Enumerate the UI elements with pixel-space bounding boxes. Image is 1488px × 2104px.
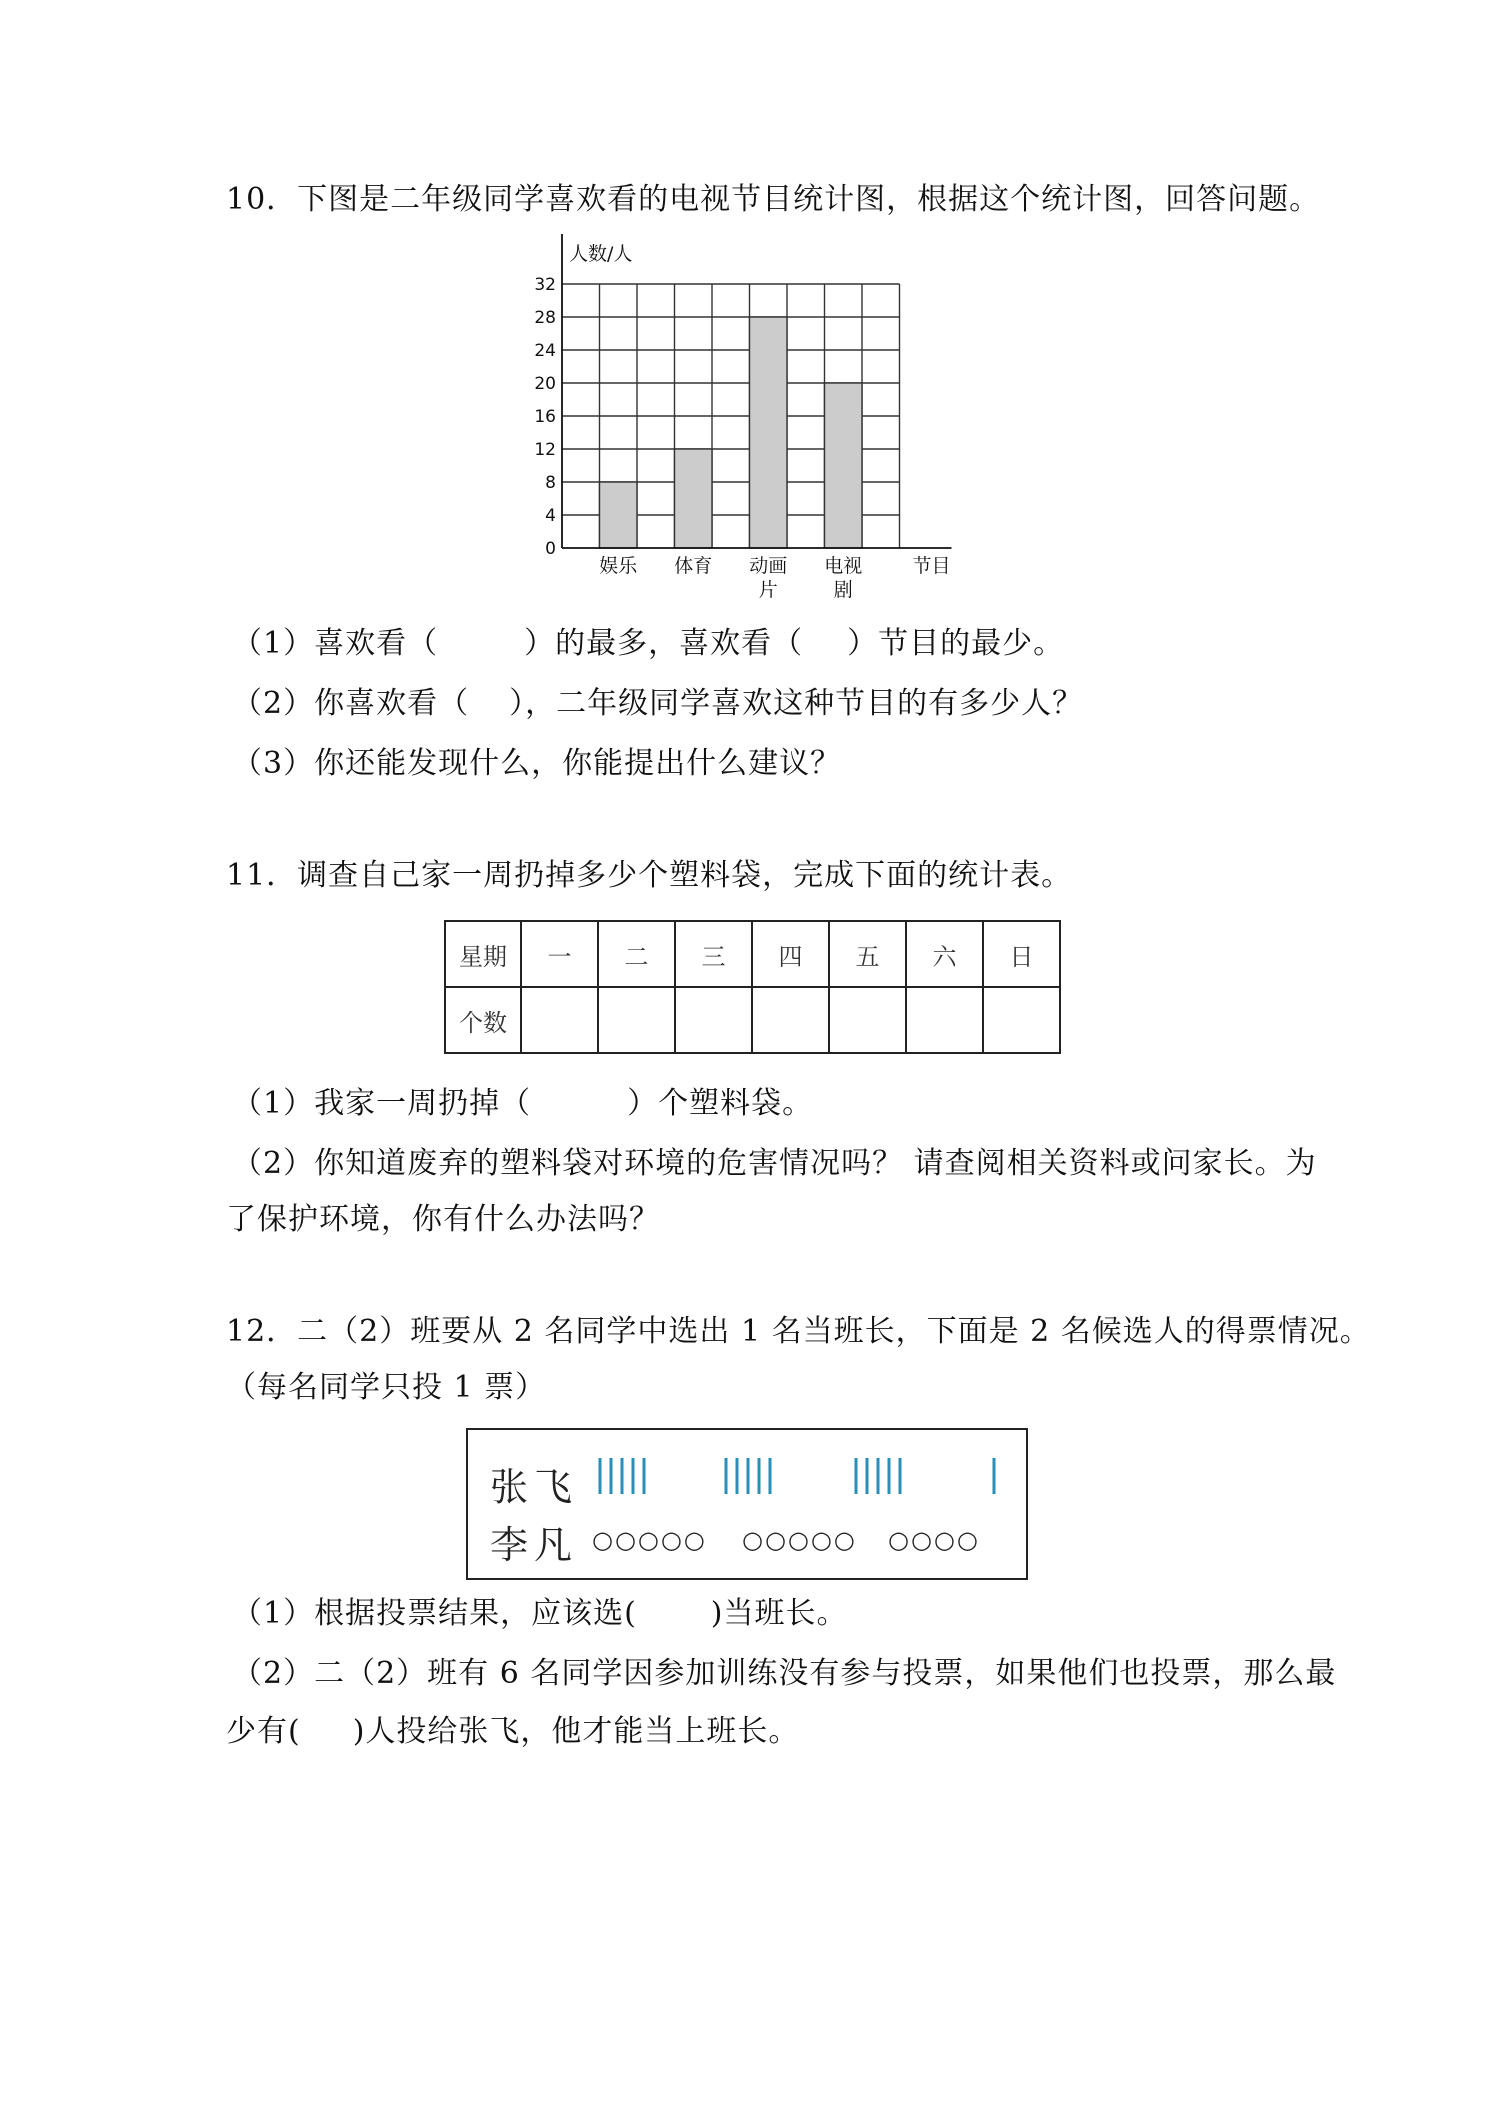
table-day-cell: 日	[983, 921, 1060, 987]
y-tick-label: 20	[534, 374, 556, 394]
q12-sub2-part-b: )人投给张飞，他才能当上班长。	[352, 1714, 800, 1749]
bar	[600, 482, 638, 548]
q11-stem: 11．调查自己家一周扔掉多少个塑料袋，完成下面的统计表。	[226, 858, 1073, 893]
q10-sub2	[232, 684, 1083, 724]
x-tick-label: 剧	[833, 579, 853, 601]
table-header-label: 星期	[445, 921, 521, 987]
x-tick-label: 体育	[674, 555, 713, 577]
x-tick-label: 片	[758, 579, 778, 601]
q12-sub1-part-b: )当班长。	[710, 1596, 848, 1631]
table-count-cell[interactable]	[752, 987, 829, 1053]
y-tick-label: 12	[534, 440, 556, 460]
y-tick-label: 32	[534, 275, 556, 295]
table-day-cell: 三	[675, 921, 752, 987]
q12-sub2-line2	[226, 1712, 799, 1752]
table-count-cell[interactable]	[906, 987, 983, 1053]
y-tick-label: 4	[545, 506, 556, 526]
q10-sub2-part-b: ），二年级同学喜欢这种节目的有多少人？	[509, 686, 1084, 721]
q12-sub1-part-a: （1）根据投票结果，应该选(	[232, 1596, 637, 1631]
y-tick-label: 8	[545, 473, 556, 493]
circle-group: ○○○○○	[742, 1526, 857, 1554]
circle-group: ○○○○○	[592, 1526, 707, 1554]
q10-sub1-part-c: ）节目的最少。	[847, 626, 1065, 661]
q10-stem: 10．下图是二年级同学喜欢看的电视节目统计图，根据这个统计图，回答问题。	[226, 182, 1321, 217]
q10-sub3: （3）你还能发现什么，你能提出什么建议？	[232, 746, 842, 781]
tv-program-bar-chart	[500, 230, 980, 610]
q10-sub1-part-b: ）的最多，喜欢看（	[524, 626, 804, 661]
table-day-cell: 一	[521, 921, 598, 987]
table-count-cell[interactable]	[521, 987, 598, 1053]
table-count-cell[interactable]	[829, 987, 906, 1053]
x-tick-label: 动画	[749, 555, 788, 577]
q12-sub2-line1: （2）二（2）班有 6 名同学因参加训练没有参与投票，如果他们也投票，那么最	[232, 1656, 1337, 1691]
q11-sub1-part-b: ）个塑料袋。	[627, 1086, 814, 1121]
y-axis-label: 人数/人	[569, 243, 633, 265]
y-tick-label: 24	[534, 341, 556, 361]
bar	[675, 449, 713, 548]
table-row-weekday	[445, 921, 1060, 987]
q11-sub1	[232, 1084, 813, 1124]
table-count-cell[interactable]	[675, 987, 752, 1053]
table-day-cell: 四	[752, 921, 829, 987]
tally-marks	[468, 1430, 1026, 1500]
bar	[825, 383, 863, 548]
x-axis-label: 节目	[912, 555, 951, 577]
q12-note: （每名同学只投 1 票）	[226, 1370, 547, 1405]
q12-sub1	[232, 1594, 848, 1634]
table-row-count	[445, 987, 1060, 1053]
circle-group: ○○○○	[888, 1526, 980, 1554]
q11-sub2-line2: 了保护环境，你有什么办法吗？	[226, 1202, 660, 1237]
table-count-cell[interactable]	[983, 987, 1060, 1053]
q12-stem: 12．二（2）班要从 2 名同学中选出 1 名当班长，下面是 2 名候选人的得票情况。	[226, 1314, 1371, 1349]
bar	[750, 317, 788, 548]
q10-sub1-part-a: （1）喜欢看（	[232, 626, 439, 661]
y-tick-label: 16	[534, 407, 556, 427]
q12-sub2-part-a: 少有(	[226, 1714, 301, 1749]
q10-sub1	[232, 624, 1064, 664]
vote-result-box	[466, 1428, 1028, 1580]
q11-sub2-line1: （2）你知道废弃的塑料袋对环境的危害情况吗？ 请查阅相关资料或问家长。为	[232, 1146, 1317, 1181]
table-day-cell: 六	[906, 921, 983, 987]
table-count-cell[interactable]	[598, 987, 675, 1053]
table-day-cell: 二	[598, 921, 675, 987]
plastic-bag-table	[444, 920, 1061, 1054]
candidate-name: 张飞	[490, 1465, 579, 1509]
q10-sub2-part-a: （2）你喜欢看（	[232, 686, 470, 721]
y-tick-label: 28	[534, 308, 556, 328]
q11-sub1-part-a: （1）我家一周扔掉（	[232, 1086, 532, 1121]
table-row-label: 个数	[445, 987, 521, 1053]
x-tick-label: 电视	[824, 555, 863, 577]
y-tick-label: 0	[545, 539, 556, 559]
candidate-name: 李凡	[490, 1523, 579, 1567]
x-tick-label: 娱乐	[599, 555, 638, 577]
table-day-cell: 五	[829, 921, 906, 987]
